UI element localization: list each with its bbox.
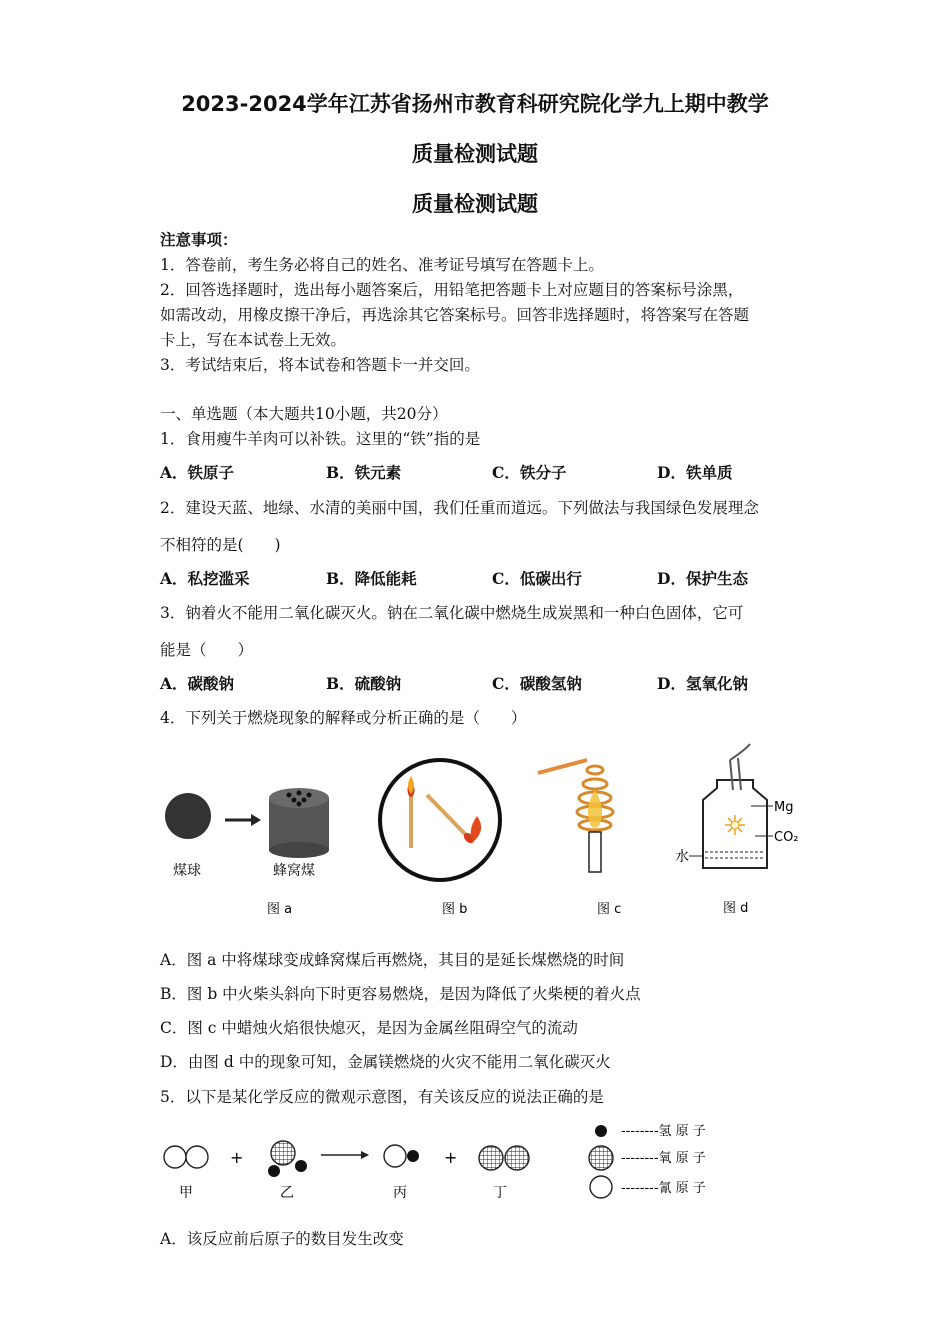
plus-1: + <box>230 1148 244 1167</box>
q1-option-d: D．铁单质 <box>657 463 733 482</box>
q2-option-d: D．保护生态 <box>657 569 748 588</box>
label-jia: 甲 <box>179 1185 193 1201</box>
figure-a <box>165 788 329 917</box>
molecule-jia <box>164 1146 208 1168</box>
title-line-1: 2023-2024学年江苏省扬州市教育科研究院化学九上期中教学 <box>181 92 769 116</box>
oxygen-atom-icon <box>589 1146 613 1170</box>
note-3: 3．考试结束后，将本试卷和答题卡一并交回。 <box>160 356 480 374</box>
q1-option-a: A．铁原子 <box>160 463 235 482</box>
q4-option-b: B．图 b 中火柴头斜向下时更容易燃烧，是因为降低了火柴梗的着火点 <box>160 985 641 1003</box>
q4-stem: 4．下列关于燃烧现象的解释或分析正确的是（ ） <box>160 709 527 727</box>
circle-frame-icon <box>380 760 500 880</box>
legend-nitrogen: --------氰 原 子 <box>621 1181 706 1196</box>
molecule-yi <box>268 1141 307 1177</box>
title-line-2: 质量检测试题 <box>412 142 538 166</box>
caption-c: 图 c <box>597 902 622 917</box>
note-1: 1．答卷前，考生务必将自己的姓名、准考证号填写在答题卡上。 <box>160 256 604 274</box>
co2-label: CO₂ <box>774 830 799 845</box>
note-2b: 如需改动，用橡皮擦干净后，再选涂其它答案标号。回答非选择题时，将答案写在答题 <box>160 306 750 324</box>
q1-option-c: C．铁分子 <box>492 463 567 482</box>
q5-option-a: A．该反应前后原子的数目发生改变 <box>160 1230 404 1248</box>
arrow-icon <box>251 814 261 826</box>
honeycomb-coal-icon <box>269 788 329 858</box>
title-line-3: 质量检测试题 <box>412 192 538 216</box>
water-label: 水 <box>675 849 689 865</box>
q2-stem-2: 不相符的是( ) <box>160 536 281 554</box>
label-yi: 乙 <box>280 1185 294 1201</box>
legend-hydrogen: --------氢 原 子 <box>621 1124 706 1139</box>
q3-option-d: D．氢氧化钠 <box>657 674 748 693</box>
caption-b: 图 b <box>442 902 468 917</box>
q2-option-c: C．低碳出行 <box>492 569 582 588</box>
wire-handle-icon <box>538 760 587 773</box>
q4-figure <box>155 740 815 925</box>
q4-option-d: D．由图 d 中的现象可知，金属镁燃烧的火灾不能用二氧化碳灭火 <box>160 1053 611 1071</box>
figure-b <box>380 760 500 917</box>
reaction-arrow-icon <box>361 1151 369 1159</box>
q2-option-b: B．降低能耗 <box>326 569 417 588</box>
caption-a: 图 a <box>267 902 293 917</box>
mg-label: Mg <box>774 800 794 815</box>
molecule-ding <box>479 1146 529 1170</box>
notes-heading: 注意事项： <box>160 230 238 249</box>
q2-option-a: A．私挖滥采 <box>160 569 250 588</box>
section-heading: 一、单选题（本大题共10小题，共20分） <box>160 405 448 423</box>
q4-option-a: A．图 a 中将煤球变成蜂窝煤后再燃烧，其目的是延长煤燃烧的时间 <box>160 951 625 969</box>
q4-option-c: C．图 c 中蜡烛火焰很快熄灭，是因为金属丝阻碍空气的流动 <box>160 1019 578 1037</box>
hydrogen-atom-icon <box>595 1125 607 1137</box>
candle-icon <box>589 832 601 872</box>
q3-option-a: A．碳酸钠 <box>160 674 235 693</box>
caption-d: 图 d <box>723 901 749 916</box>
q3-stem-1: 3．钠着火不能用二氧化碳灭火。钠在二氧化碳中燃烧生成炭黑和一种白色固体，它可 <box>160 604 744 622</box>
q5-figure <box>155 1115 755 1205</box>
coal-ball-label: 煤球 <box>173 863 201 879</box>
label-bing: 丙 <box>393 1185 407 1201</box>
figure-d <box>675 744 799 916</box>
figure-c <box>538 760 621 917</box>
label-ding: 丁 <box>493 1185 507 1201</box>
q3-option-b: B．硫酸钠 <box>326 674 402 693</box>
q1-option-b: B．铁元素 <box>326 463 402 482</box>
legend-oxygen: --------氧 原 子 <box>621 1151 706 1166</box>
nitrogen-atom-icon <box>590 1176 612 1198</box>
honeycomb-label: 蜂窝煤 <box>273 863 315 879</box>
molecule-bing <box>384 1145 419 1167</box>
q1-stem: 1．食用瘦牛羊肉可以补铁。这里的“铁”指的是 <box>160 430 481 448</box>
note-2c: 卡上，写在本试卷上无效。 <box>160 331 347 349</box>
q3-option-c: C．碳酸氢钠 <box>492 674 582 693</box>
q2-stem-1: 2．建设天蓝、地绿、水清的美丽中国，我们任重而道远。下列做法与我国绿色发展理念 <box>160 499 759 517</box>
plus-2: + <box>444 1148 458 1167</box>
q3-stem-2: 能是（ ） <box>160 641 254 659</box>
q5-stem: 5．以下是某化学反应的微观示意图，有关该反应的说法正确的是 <box>160 1088 604 1106</box>
note-2a: 2．回答选择题时，选出每小题答案后，用铅笔把答题卡上对应题目的答案标号涂黑， <box>160 281 744 299</box>
coal-ball-icon <box>165 793 211 839</box>
